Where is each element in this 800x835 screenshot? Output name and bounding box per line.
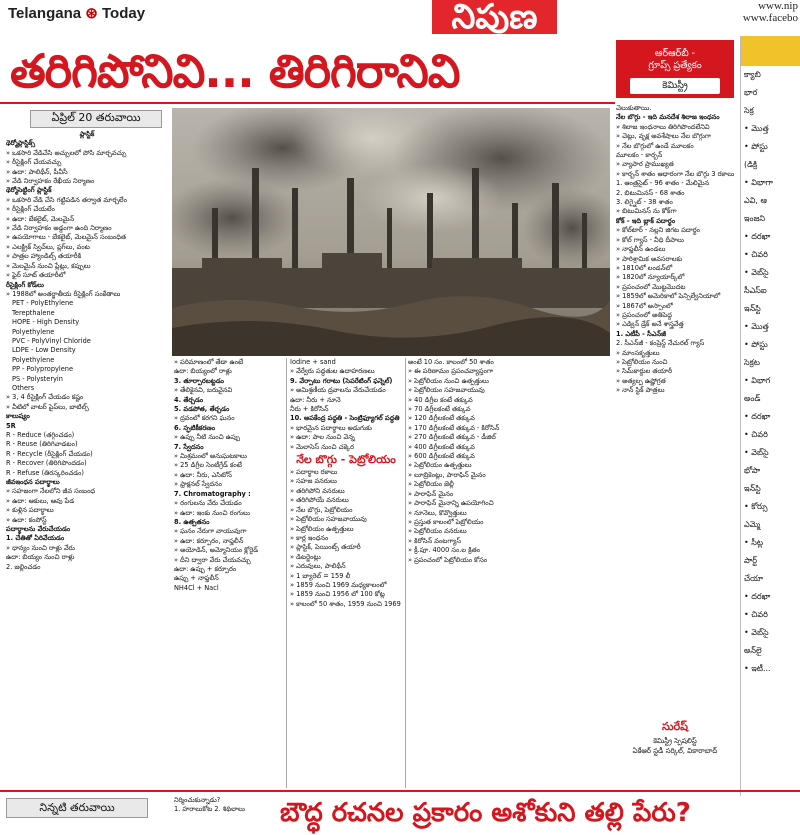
sidebar-line: అన్‌లై	[744, 646, 762, 655]
text-line: » పరిమాణంలో తేడా ఉంటే	[174, 358, 244, 366]
text-line: » పెట్రోలియం వనరులు	[408, 527, 467, 536]
text-line: » ఉప్పు నీటి నుంచి ఉప్పు	[174, 433, 241, 442]
text-line: » కోల్‌టార్ - నల్లని జిగట పదార్థం	[616, 226, 701, 235]
sidebar-line: ఇంజని	[744, 214, 766, 223]
text-line: » 1988లో అంతర్జాతీయ రీసైక్లింగ్ సంకేతాలు	[6, 289, 121, 298]
text-line: » ఎడ్విన్ డ్రేక్ అనే శాస్త్రవేత్త	[616, 320, 684, 329]
col5-text	[616, 104, 736, 712]
text-line: » ఫ్రాక్షనల్ స్వేదనం	[174, 480, 222, 489]
text-line: » డిటర్జెంట్లు	[290, 552, 321, 561]
text-line: » రీసైక్లింగ్ చేయలేం	[6, 205, 55, 214]
text-line: కాలుష్యం	[6, 412, 30, 421]
text-line: » నూనెలు, కొవ్వొత్తులు	[408, 508, 467, 517]
logo-text: Telangana	[8, 5, 82, 22]
author-role: కెమిస్ట్రీ స్పెషలిస్ట్	[653, 737, 697, 745]
text-line: 1. చేతితో ఏరివేయడం	[6, 534, 65, 543]
text-line: » వేర్వేరు పద్ధతుల ఉదాహరణలు	[290, 367, 375, 376]
text-line: » 400 డిగ్రీలకంటే తక్కువ	[408, 442, 475, 451]
text-line: » కార్ల ఇంధనం	[290, 533, 329, 542]
sidebar-line: • మొత్త	[744, 124, 769, 133]
text-line: 2. సీఎన్‌జీ - కంప్రెస్డ్ నేచురల్ గ్యాస్	[616, 339, 705, 348]
text-line: LDPE - Low Density	[12, 346, 76, 355]
col4-text	[408, 358, 608, 788]
text-line: » తేలికైనవి, బరువైనవి	[174, 386, 233, 395]
text-line: » కాలంలో 50 శాతం, 1959 నుంచి 1969	[290, 599, 401, 608]
text-line: ప్లాస్టిక్	[79, 130, 95, 138]
text-line: » ప్లాస్టిక్, పెయింట్స్ తయారీ	[290, 543, 361, 552]
sidebar-line: • దరఖా	[744, 232, 771, 241]
text-line: » ఉదా: ఆకులు, ఆవు పేడ	[6, 496, 75, 505]
text-line: » పెట్రోలియం ఉత్పత్తులు	[408, 461, 472, 470]
masthead-urls	[743, 0, 798, 24]
text-line: 4. తేర్చడం	[174, 395, 204, 404]
text-line: PET - PolyEthylene	[12, 299, 74, 308]
sidebar-line: భార	[744, 88, 758, 97]
sidebar-line: చేయా	[744, 574, 763, 583]
bottom-mid-line: 1. హరాలుకోట 2. శిథిలాలు	[174, 805, 245, 814]
text-line: » కిరోసిన్ వంటగ్యాస్	[408, 536, 462, 545]
text-line: » ప్రపంచంలో మొట్టమొదట	[616, 282, 686, 291]
text-line: » బిటుమినస్ ను కోక్‌గా	[616, 207, 677, 216]
text-line: » ఎలక్ట్రిక్ స్విచ్‌లు, ప్లగ్‌లు, వంట	[6, 242, 90, 251]
sidebar-line: క్యాబి	[744, 70, 761, 79]
text-line: » ద్రవంలో కరగని ఘనం	[174, 414, 235, 423]
text-line: HOPE - High Density	[12, 318, 80, 327]
sidebar-line: ఇన్‌స్టి	[744, 484, 761, 493]
continued-box: నిన్నటి తరువాయి	[6, 798, 148, 818]
sidebar-line: ఎమ్మె	[744, 520, 761, 529]
text-line: » మిశ్రమంలో అనుఘటకాలు	[174, 452, 247, 461]
sidebar-line: • చివరి	[744, 430, 768, 439]
text-line: » తరిగిపోని వనరులు	[290, 486, 345, 495]
text-line: » మాంసకృత్తులు	[616, 348, 660, 357]
text-line: 3. లిగ్నైట్ - 38 శాతం	[616, 198, 673, 207]
text-line: 7. స్వేదనం	[174, 442, 204, 451]
text-line: » పెట్రోలియం సహజవాయువు	[290, 515, 367, 524]
author-box	[616, 716, 734, 772]
sidebar-line: • చివరి	[744, 250, 768, 259]
sidebar-line: పార్ట్	[744, 556, 757, 565]
sidebar-line: • వెబ్‌సై	[744, 268, 769, 277]
page-headline: తరిగిపోనివి... తిరిగిరానివి	[10, 44, 460, 98]
text-line: » కోల్ గ్యాస్ - వీధి దీపాలు	[616, 235, 684, 244]
tag-line-2: గ్రూప్స్ ప్రత్యేకం	[648, 60, 702, 71]
sidebar-line: ఇన్‌స్టి	[744, 304, 761, 313]
sidebar-line: సీఎస్‌ఐ	[744, 286, 767, 295]
text-line: » అమిశ్రణీయ ద్రవాలను వేరుచేయడం	[290, 386, 386, 395]
text-line: R - Reduce (తగ్గించడం)	[6, 431, 75, 439]
col1-box-title: ఏప్రిల్ 20 తరువాయి	[30, 110, 162, 128]
text-line: నేల బొగ్గు - ఇది మనదేశ శిలాజ ఇంధనం	[616, 113, 720, 122]
text-line: » 1820లో న్యూయార్క్‌లో	[616, 273, 685, 282]
text-line: » ఈ పరిణామం ప్రపంచవ్యాప్తంగా	[408, 367, 494, 376]
section-heading: నేల బొగ్గు - పెట్రోలియం	[296, 453, 396, 467]
text-line: ఉదా: నీరు + నూనె	[290, 395, 341, 404]
text-line: » నాఫ్తలీన్ ఉండలు	[616, 245, 666, 254]
bottom-mid-line: నిర్మించుకున్నాడు?	[174, 796, 221, 804]
masthead-title: నిపుణ	[432, 0, 557, 34]
text-line: » 1 బ్యారెల్ = 159 లీ	[290, 571, 351, 580]
next-story-headline: బౌద్ధ రచనల ప్రకారం అశోకుని తల్లి పేరు?	[280, 798, 691, 828]
text-line: జీవఇంధన పదార్థాలు	[6, 478, 60, 487]
text-line: 5. వడపోత, తేర్చడం	[174, 405, 230, 414]
text-line: 7. Chromatography :	[174, 489, 251, 498]
text-line: » భారమైన పదార్థాలు అడుగుకు	[290, 423, 372, 432]
headline-rule	[0, 102, 615, 104]
factory-chimneys-illustration	[172, 108, 610, 356]
sidebar-line: • వెబ్‌సై	[744, 448, 769, 457]
text-line: NH4Cl + Nacl	[174, 583, 219, 592]
sidebar-line: • చివరి	[744, 610, 768, 619]
text-line: » వీటిలో వాటర్ పైప్‌లు, బాటిల్స్	[6, 402, 89, 411]
text-line: » 1859 నుంచి 1956 లో 100 కోట్ల	[290, 590, 385, 599]
tag-line-1: ఆర్ఆర్‌బీ -	[654, 48, 696, 59]
sidebar-line: • పోస్టు	[744, 142, 768, 151]
text-line: » ఉదా: కంపోస్ట్	[6, 515, 47, 524]
text-line: ఉదా: బియ్యంలో రాళ్లు	[174, 367, 232, 376]
text-line: 10. అపకేంద్ర పద్ధతి - సెంట్రిఫ్యూగల్ పద్ధతి	[290, 414, 400, 423]
text-line: » 170 డిగ్రీలకంటే తక్కువ - కిరోసిన్	[408, 423, 500, 432]
text-line: » వ్యాపార ప్రాముఖ్యత	[616, 160, 674, 169]
text-line: » కార్బన్ శాతం ఆధారంగా నేల బొగ్గు 3 రకాలు	[616, 169, 735, 178]
text-line: 1. ఎటీపీ - సీఎన్‌జీ	[616, 329, 666, 338]
text-line: 5R	[6, 421, 16, 430]
text-line: » సహజ వనరులు	[290, 477, 337, 486]
text-line: Polyethylene	[12, 355, 55, 364]
sidebar-line: • దరఖా	[744, 412, 771, 421]
text-line: » కుళ్లిన పదార్థాలు	[6, 506, 54, 515]
text-line: PVC - PolyVinyl Chloride	[12, 336, 91, 345]
text-line: 3. తూర్పారబట్టడం	[174, 376, 224, 385]
subject-label: కెమిస్ట్రీ	[630, 78, 720, 94]
sidebar-line: • విభాగ	[744, 376, 771, 385]
text-line: » ఉదా: పాలిథీన్, పీవీసీ	[6, 167, 68, 176]
text-line: » ప్రపంచంలో పెట్రోలియం కోసం	[408, 555, 488, 564]
text-line: R - Recycle (రీసైక్లింగ్ చేయడం)	[6, 449, 93, 458]
text-line: » సహజంగా నేలలోని జీవ సంబంధ	[6, 487, 96, 496]
text-line: కోక్ - ఇది బ్లాక్ పదార్థం	[616, 216, 676, 225]
url-web[interactable]: www.nip	[758, 0, 798, 12]
text-line: » పారిశ్రామిక అవసరాలకు	[616, 254, 683, 263]
text-line: » శిలాజ ఇంధనాలు తిరిగిపొందలేనివి	[616, 122, 710, 131]
sidebar-line: • విభాగా	[744, 178, 773, 187]
sidebar-line: అండ్	[744, 394, 761, 403]
text-line: » నేల బొగ్గులో ఉండే మూలకం	[616, 141, 694, 150]
top-bar	[0, 0, 800, 36]
sidebar-banner	[741, 36, 800, 66]
text-line: థెర్మోసెట్టింగ్ ప్లాస్టిక్	[6, 186, 52, 195]
author-name: సురేష్	[662, 720, 688, 733]
text-line: » 120 డిగ్రీలకంటే తక్కువ	[408, 414, 475, 423]
text-line: » 25 డిగ్రీల సెంటీగ్రేడ్ కంటే	[174, 461, 242, 470]
bottom-rule	[0, 790, 800, 792]
text-line: Polyethylene	[12, 327, 55, 336]
text-line: PS - Polysteryin	[12, 374, 63, 383]
text-line: ఉప్పు + నాఫ్తలీన్	[174, 574, 219, 583]
text-line: » ప్రపంచంలో అతిపెద్ద	[616, 310, 672, 319]
publication-logo	[8, 4, 145, 22]
text-line: థెర్మోప్లాస్టిక్స్	[6, 139, 35, 148]
text-line: » అయోడిన్, అమ్మోనియం క్లోరైడ్	[174, 546, 259, 555]
text-line: » 1867లో అస్సాంలో	[616, 301, 673, 310]
text-line: » 270 డిగ్రీలకంటే తక్కువ - డీజిల్	[408, 433, 496, 442]
column-divider	[286, 358, 287, 788]
text-line: » అత్యల్ప ఉష్ణోగ్రత	[616, 376, 666, 385]
text-line: » లూబ్రికెంట్లు, పారాఫిన్ మైనం	[408, 470, 486, 479]
text-line: » తరిగిపోయే వనరులు	[290, 496, 349, 505]
bottom-mid-text	[174, 796, 284, 826]
text-line: » 70 డిగ్రీలకంటే తక్కువ	[408, 405, 471, 414]
text-line: » పెట్రోలియం ఉత్పత్తులు	[290, 524, 354, 533]
text-line: ఉదా: బియ్యం నుంచి రాళ్లు	[6, 553, 75, 562]
text-line: » ఎరువులు, పాలిథీన్	[290, 562, 346, 571]
sidebar-line: (డిక్రి	[744, 160, 758, 169]
logo-text-2: Today	[102, 5, 146, 22]
text-line: 2. బిటుమినస్ - 68 శాతం	[616, 188, 685, 197]
text-line: PP - Polypropylene	[12, 365, 74, 374]
text-line: 2. జల్లించడం	[6, 562, 41, 571]
text-line: అంటే 10 సం. కాలంలో 50 శాతం	[408, 358, 494, 366]
text-line: » ఉపయోగాలు - బేకలైట్, మెలమైన్ సంబంధిత	[6, 233, 127, 242]
text-line: » 3, 4 రీసైక్లింగ్ చేయడం కష్టం	[6, 393, 84, 402]
sidebar-line: • వెబ్‌సై	[744, 628, 769, 637]
text-line: » పాత్రల హ్యాండిల్స్ తయారీకి	[6, 252, 82, 261]
sidebar-line: • కోర్సు	[744, 502, 768, 511]
text-line: Terepthalene	[12, 308, 55, 317]
text-line: 8. ఉత్పతనం	[174, 517, 210, 526]
sidebar-line: సెక్రట	[744, 358, 760, 367]
sidebar-text	[741, 66, 800, 766]
text-line: » ఒకసారి వేడిచేసి అచ్చులలో పోసి మార్చవచ్చు	[6, 148, 127, 157]
text-line: » ప్రస్తుత కాలంలో పెట్రోలియం	[408, 517, 484, 526]
text-line: » ఉదా: కర్పూరం, నాఫ్తలీన్	[174, 536, 244, 545]
text-line: » మెలాసెస్ నుంచి చక్కెర	[290, 442, 354, 451]
text-line: » ఉదా: నీరు, ఎసిటోన్	[174, 470, 232, 479]
text-line: » 1859లో అమెరికాలో పెన్సిల్వేనియాలో	[616, 292, 721, 301]
exam-tag-box	[616, 40, 734, 98]
text-line: » 1859 నుంచి 1969 మధ్యకాలంలో	[290, 580, 387, 589]
text-line: » మెలమైన్ నుంచి ప్లేట్లు, కప్పులు	[6, 261, 91, 270]
text-line: » 40 డిగ్రీల కంటే తక్కువ	[408, 395, 473, 404]
sidebar-line: • పోస్టు	[744, 340, 768, 349]
text-line: » పారాఫిన్ మైనాన్ని ఉపయోగించి	[408, 499, 494, 508]
industrial-smoke-photo	[172, 108, 610, 356]
text-line: » క్రీ.పూ. 4000 సం.ల క్రితం	[408, 546, 481, 555]
text-line: » నేల బొగ్గు, పెట్రోలియం	[290, 505, 353, 514]
sidebar-line: ఎవి, ఆ	[744, 196, 767, 205]
col2-text	[174, 358, 284, 788]
text-line: » ఫైర్ సూట్ తయారీలో	[6, 271, 66, 280]
text-line: » నాన్ స్టిక్ పాత్రలు	[616, 386, 665, 395]
text-line: » ఒకసారి వేడి చేసి గట్టిపడిన తర్వాత మార్చలేం	[6, 195, 127, 204]
text-line: పదార్థాలను వేరుచేయడం	[6, 525, 71, 534]
text-line: » పదార్థాల రకాలు	[290, 468, 338, 477]
url-facebook[interactable]: www.facebo	[742, 12, 798, 24]
text-line: » ఉదా: బేకలైట్, మెలమైన్	[6, 214, 75, 223]
text-line: » వేడి నిర్వాహకం అడ్డంగా ఉంది నిర్మాణం	[6, 224, 112, 233]
text-line: » 1810లో లండన్‌లో	[616, 263, 673, 272]
column-divider	[405, 358, 406, 788]
sidebar-line: • సీట్ల	[744, 538, 764, 547]
text-line: » చెట్లు, వృక్ష అవశేషాలు నేల బొగ్గుగా	[616, 132, 712, 141]
text-line: R - Refuse (తిరస్కరించడం)	[6, 468, 84, 477]
text-line: » పెట్రోలియం సహజవాయువు	[408, 386, 485, 395]
text-line: » ఘనం నేరుగా వాయువుగా	[174, 527, 247, 536]
sidebar-line: భోపా	[744, 466, 761, 475]
text-line: » పెట్రోలియం నుంచి ఉత్పత్తులు	[408, 376, 489, 385]
text-line: Others	[12, 383, 35, 392]
text-line: » దీని ద్వారా వేరు చేయవచ్చు	[174, 555, 251, 564]
notification-sidebar	[740, 36, 800, 796]
sidebar-line: సెక్ర	[744, 106, 754, 115]
text-line: » ఉదా: పాల నుంచి వెన్న	[290, 433, 355, 442]
col3-text	[290, 358, 402, 788]
text-line: » పెట్రోలియం నుంచి	[616, 357, 668, 366]
author-institution: ఏకేఆర్ స్టడీ సర్కిల్, వికారాబాద్	[632, 747, 718, 755]
text-line: » ఉదా: ఇంకు నుంచి రంగులు	[174, 508, 251, 517]
text-line: 6. స్ఫటికీకరణం	[174, 423, 216, 432]
text-line: » రంగులను వేరు చేయడం	[174, 499, 242, 508]
sidebar-line: • మొత్త	[744, 322, 769, 331]
text-line: ఉదా: ఉప్పు + కర్పూరం	[174, 564, 237, 573]
text-line: మూలకం - కార్బన్	[616, 151, 663, 160]
text-line: Iodine + sand	[290, 358, 336, 366]
text-line: చెలుకుతాయి.	[616, 104, 652, 112]
text-line: 1. ఆంత్రసైట్ - 96 శాతం - మేలిమైన	[616, 179, 710, 188]
col1-text	[6, 130, 168, 788]
sidebar-footer: • ఇటీ...	[744, 664, 771, 673]
text-line: » ధాన్యం నుంచి రాళ్లు వేరు	[6, 543, 75, 552]
text-line: R - Reuse (తిరిగివాడటం)	[6, 440, 78, 449]
text-line: » 600 డిగ్రీలకంటే తక్కువ	[408, 452, 475, 461]
text-line: » పెట్రోలియం జెల్లీ	[408, 480, 454, 489]
text-line: నీరు + కిరోసిన్	[290, 405, 329, 414]
text-line: » రీసైక్లింగ్ చేయవచ్చు	[6, 158, 62, 167]
text-line: » సిమ్‌కార్డుల తయారీ	[616, 367, 673, 376]
logo-emblem-icon: ⊛	[85, 5, 98, 22]
text-line: R - Recover (తిరిగిపొందడం)	[6, 459, 87, 468]
text-line: 9. వేర్పాటు గరాటు (సెపరేటింగ్ ఫన్నెల్)	[290, 376, 393, 385]
sidebar-line: • దరఖా	[744, 592, 771, 601]
text-line: రీసైక్లింగ్ కోడ్‌లు	[6, 280, 44, 289]
text-line: » పారాఫిన్ మైనం	[408, 489, 454, 498]
text-line: » వేడి నిర్వాహకం రేఖీయ నిర్మాణం	[6, 177, 95, 186]
